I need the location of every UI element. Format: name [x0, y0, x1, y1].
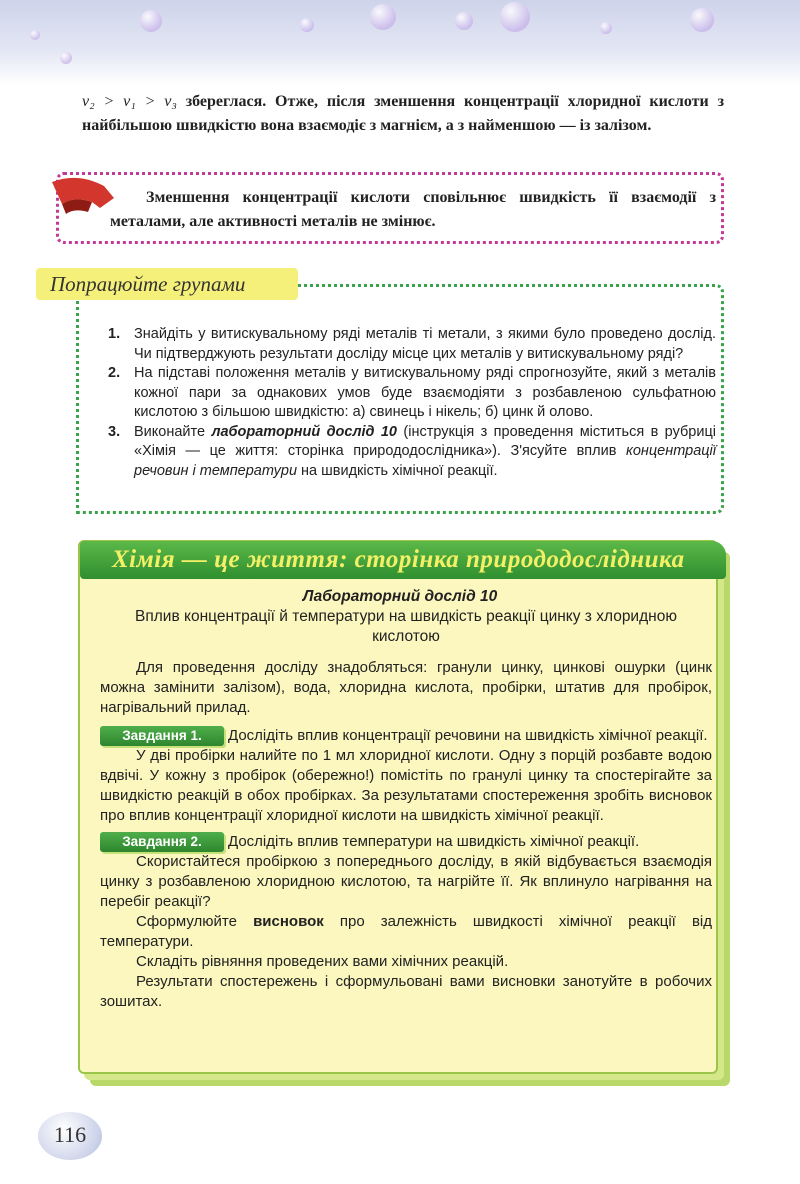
conclusion-text-part: Сформулюйте	[136, 913, 254, 930]
task-text	[134, 423, 716, 482]
task1-heading-text: Дослідіть вплив концентрації речовини на швидкість хімічної реакції.	[228, 727, 708, 744]
bubble-decoration	[455, 12, 473, 30]
header-decoration	[0, 0, 800, 85]
task-number: 3.	[108, 423, 121, 440]
task-emphasis: концентрації речовин і температури	[134, 443, 716, 479]
list-item	[108, 325, 716, 364]
task-text-part: на швидкість хімічної реакції.	[297, 462, 498, 479]
task-text-part: Виконайте	[134, 423, 212, 440]
velocity-inequality: v₂ > v₁ > v₃	[82, 93, 177, 110]
task2-equations: Складіть рівняння проведених вами хімічних реакцій.	[136, 953, 509, 970]
bookmark-arrow-icon	[48, 168, 118, 226]
group-work-label: Попрацюйте групами	[36, 268, 298, 300]
task-text: На підставі положення металів у витискувальному ряді спрогнозуйте, який з металів кожної пари за однакових умов буде взаємодіяти з розбавленою сульфатною кислотою з більшою швидкістю: а) свинець і нікель; б) цинк й олово.	[134, 365, 716, 420]
page-number: 116	[53, 1122, 87, 1147]
lab-title: Лабораторний дослід 10	[302, 588, 498, 605]
task2-heading-text: Дослідіть вплив температури на швидкість хімічної реакції.	[228, 833, 640, 850]
bubble-decoration	[690, 8, 714, 32]
bubble-decoration	[60, 52, 72, 64]
lab-section-title: Хімія — це життя: сторінка природодослідника	[112, 546, 685, 573]
group-work-box-edge	[76, 284, 82, 514]
intro-text: збереглася. Отже, після зменшення концентрації хлоридної кислоти з найбільшою швидкістю вона взаємодіє з магнієм, а з найменшою — із залізом.	[82, 93, 724, 134]
bubble-decoration	[500, 2, 530, 32]
task-text-part: (інструкція з проведення міститься в рубриці «Хімія — це життя: сторінка природодослідника»). З'ясуйте вплив	[134, 423, 716, 459]
key-note-text: Зменшення концентрації кислоти сповільнює швидкість її взаємодії з металами, але активності металів не змінює.	[110, 189, 716, 230]
task-number: 2.	[108, 365, 121, 381]
bubble-decoration	[300, 18, 314, 32]
intro-paragraph	[82, 90, 724, 138]
group-task-list	[108, 325, 716, 481]
task2-badge: Завдання 2.	[100, 832, 224, 852]
task-number: 1.	[108, 326, 121, 342]
task1-body: У дві пробірки налийте по 1 мл хлоридної кислоти. Одну з порцій розбавте водою вдвічі. У кожну з пробірок (обережно!) помістіть по гранулі цинку та спостерігайте за швидкістю реакцій в обох пробірках. За результатами спостереження зробіть висновок про вплив концентрації хлоридної кислоти на швидкість хімічної реакції.	[100, 747, 712, 824]
task-text: Знайдіть у витискувальному ряді металів ті метали, з якими було проведено дослід. Чи підтверджують результати досліду місце цих металів у витискувальному ряді?	[134, 326, 716, 362]
list-item	[108, 423, 716, 482]
task2-conclusion	[100, 912, 712, 952]
lab-reference: лабораторний дослід 10	[211, 423, 397, 440]
bubble-decoration	[370, 4, 396, 30]
conclusion-text-part: про залежність швидкості хімічної реакції від температури.	[100, 913, 712, 950]
lab-topic: Вплив концентрації й температури на швидкість реакції цинку з хлоридною кислотою	[135, 608, 677, 645]
list-item	[108, 364, 716, 423]
bubble-decoration	[600, 22, 612, 34]
task1-heading	[100, 726, 712, 746]
task2-heading	[100, 832, 712, 852]
bubble-decoration	[140, 10, 162, 32]
conclusion-bold: висновок	[253, 913, 324, 930]
lab-materials: Для проведення досліду знадобляться: гранули цинку, цинкові ошурки (цинк можна замінити залізом), вода, хлоридна кислота, пробірки, штатив для пробірок, нагрівальний прилад.	[100, 659, 712, 716]
task1-badge: Завдання 1.	[100, 726, 224, 746]
task2-results: Результати спостережень і сформульовані вами висновки занотуйте в робочих зошитах.	[100, 973, 712, 1010]
task2-body: Скористайтеся пробіркою з попереднього досліду, в якій відбувається взаємодія цинку з розбавленою хлоридною кислотою, та нагрійте її. Як вплинуло нагрівання на перебіг реакції?	[100, 853, 712, 910]
lab-body	[100, 658, 712, 1012]
bubble-decoration	[30, 30, 40, 40]
